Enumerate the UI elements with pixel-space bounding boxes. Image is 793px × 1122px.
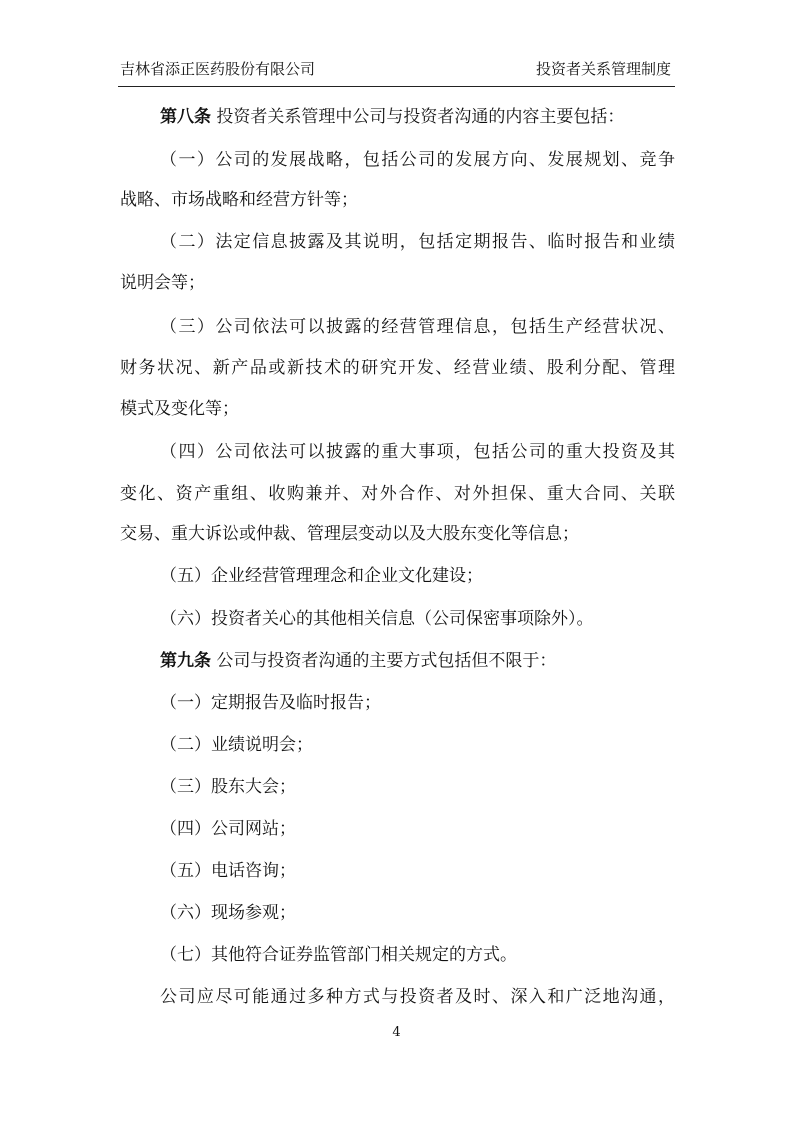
- article-8-item-2-line-1: （二）法定信息披露及其说明，包括定期报告、临时报告和业绩: [160, 232, 675, 252]
- article-9-heading: [160, 649, 556, 673]
- article-8-item-3-line-3: 模式及变化等；: [120, 399, 239, 419]
- article-9-closing-line: 公司应尽可能通过多种方式与投资者及时、深入和广泛地沟通，: [160, 987, 675, 1007]
- article-9-title: 第九条: [160, 651, 211, 671]
- article-8-heading: [160, 105, 624, 129]
- page-header: [118, 58, 675, 87]
- article-9-item: （七）其他符合证券监管部门相关规定的方式。: [160, 945, 517, 965]
- page-number: 4: [392, 1025, 401, 1040]
- article-8-item-3-line-2: 财务状况、新产品或新技术的研究开发、经营业绩、股利分配、管理: [120, 358, 675, 378]
- article-9-item: （三）股东大会；: [160, 777, 296, 797]
- article-9-item: （五）电话咨询；: [160, 861, 296, 881]
- article-8-item-4-line-3: 交易、重大诉讼或仲裁、管理层变动以及大股东变化等信息；: [120, 524, 579, 544]
- article-9-item: （六）现场参观；: [160, 903, 296, 923]
- article-8-item-2-line-2: 说明会等；: [120, 273, 205, 293]
- article-8-item-6: （六）投资者关心的其他相关信息（公司保密事项除外）。: [160, 609, 594, 629]
- article-8-item-4-line-1: （四）公司依法可以披露的重大事项，包括公司的重大投资及其: [160, 442, 675, 462]
- article-8-item-3-line-1: （三）公司依法可以披露的经营管理信息，包括生产经营状况、: [160, 317, 675, 337]
- article-9-item: （四）公司网站；: [160, 819, 296, 839]
- article-8-item-5: （五）企业经营管理理念和企业文化建设；: [160, 566, 483, 586]
- header-document-title: 投资者关系管理制度: [535, 60, 671, 78]
- article-9-item: （二）业绩说明会；: [160, 735, 313, 755]
- article-8-item-1-line-2: 战略、市场战略和经营方针等；: [120, 190, 358, 210]
- article-9-intro: 公司与投资者沟通的主要方式包括但不限于：: [216, 651, 557, 671]
- article-8-title: 第八条: [160, 107, 211, 127]
- article-9-item: （一）定期报告及临时报告；: [160, 693, 381, 713]
- article-8-item-1-line-1: （一）公司的发展战略，包括公司的发展方向、发展规划、竞争: [160, 150, 675, 170]
- header-company-name: 吉林省添正医药股份有限公司: [120, 60, 316, 78]
- article-8-intro: 投资者关系管理中公司与投资者沟通的内容主要包括：: [216, 107, 625, 127]
- article-8-item-4-line-2: 变化、资产重组、收购兼并、对外合作、对外担保、重大合同、关联: [120, 484, 675, 504]
